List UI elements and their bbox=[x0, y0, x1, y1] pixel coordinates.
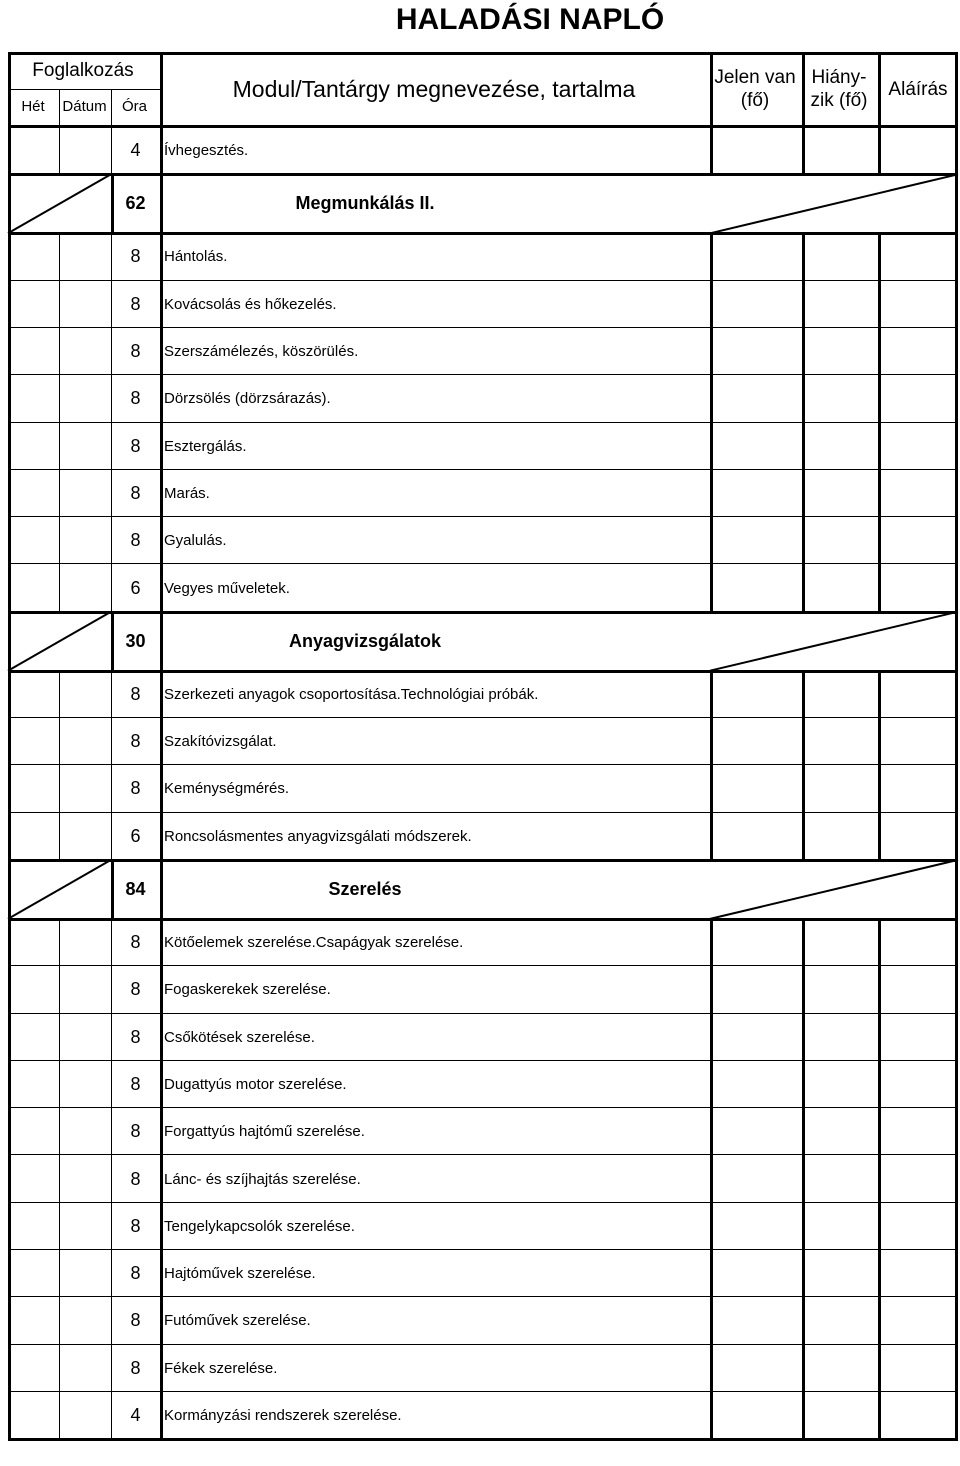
lesson-hours: 4 bbox=[130, 140, 141, 161]
lesson-topic: Marás. bbox=[164, 484, 210, 502]
diagonal-line-right bbox=[710, 174, 958, 233]
progress-log-table bbox=[8, 52, 958, 1462]
lesson-topic: Tengelykapcsolók szerelése. bbox=[164, 1217, 355, 1235]
lesson-hours: 8 bbox=[130, 683, 141, 704]
header-modul: Modul/Tantárgy megnevezése, tartalma bbox=[232, 76, 636, 103]
header-het: Hét bbox=[21, 98, 45, 115]
lesson-topic: Vegyes műveletek. bbox=[164, 579, 290, 597]
lesson-hours: 8 bbox=[130, 778, 141, 799]
lesson-hours: 8 bbox=[130, 293, 141, 314]
lesson-hours: 8 bbox=[130, 341, 141, 362]
page-title: HALADÁSI NAPLÓ bbox=[395, 3, 665, 36]
lesson-topic: Csőkötések szerelése. bbox=[164, 1028, 315, 1046]
module-hours: 62 bbox=[125, 193, 146, 214]
lesson-topic: Hajtóművek szerelése. bbox=[164, 1265, 316, 1283]
module-name: Megmunkálás II. bbox=[295, 193, 435, 214]
lesson-topic: Dörzsölés (dörzsárazás). bbox=[164, 390, 331, 408]
lesson-topic: Hántolás. bbox=[164, 248, 228, 266]
diagonal-line-right bbox=[710, 860, 958, 919]
lesson-hours: 8 bbox=[130, 1357, 141, 1378]
lesson-topic: Keménységmérés. bbox=[164, 780, 290, 798]
lesson-hours: 8 bbox=[130, 1215, 141, 1236]
lesson-hours: 8 bbox=[130, 979, 141, 1000]
lesson-topic: Szakítóvizsgálat. bbox=[164, 733, 277, 751]
lesson-topic: Esztergálás. bbox=[164, 437, 247, 455]
lesson-topic: Fogaskerekek szerelése. bbox=[164, 981, 331, 999]
lesson-hours: 6 bbox=[130, 577, 141, 598]
diagonal-line-left bbox=[8, 860, 111, 919]
lesson-hours: 8 bbox=[130, 1310, 141, 1331]
header-ora: Óra bbox=[121, 98, 147, 115]
header-alairas: Aláírás bbox=[888, 78, 948, 100]
diagonal-line-left bbox=[8, 174, 111, 233]
lesson-hours: 8 bbox=[130, 482, 141, 503]
lesson-hours: 8 bbox=[130, 435, 141, 456]
lesson-hours: 8 bbox=[130, 1168, 141, 1189]
module-name: Anyagvizsgálatok bbox=[288, 630, 442, 651]
lesson-hours: 8 bbox=[130, 246, 141, 267]
header-jelen-van-line2: (fő) bbox=[740, 90, 770, 111]
lesson-topic: Szerszámélezés, köszörülés. bbox=[164, 343, 359, 361]
lesson-hours: 8 bbox=[130, 388, 141, 409]
module-name: Szerelés bbox=[328, 878, 402, 899]
lesson-hours: 8 bbox=[130, 530, 141, 551]
lesson-topic: Kormányzási rendszerek szerelése. bbox=[164, 1407, 402, 1425]
header-datum: Dátum bbox=[62, 98, 107, 115]
module-hours: 30 bbox=[125, 630, 146, 651]
lesson-topic: Fékek szerelése. bbox=[164, 1359, 278, 1377]
header-hianyzik-line2: zik (fő) bbox=[810, 90, 868, 111]
lesson-topic: Futóművek szerelése. bbox=[164, 1312, 311, 1330]
diagonal-line-left bbox=[8, 612, 111, 671]
lesson-hours: 8 bbox=[130, 731, 141, 752]
lesson-hours: 4 bbox=[130, 1405, 141, 1426]
header-hianyzik-line1: Hiány- bbox=[811, 67, 867, 89]
header-jelen-van-line1: Jelen van bbox=[714, 67, 796, 89]
lesson-hours: 8 bbox=[130, 1121, 141, 1142]
lesson-hours: 8 bbox=[130, 932, 141, 953]
header-foglalkozas: Foglalkozás bbox=[32, 59, 134, 81]
lesson-topic: Gyalulás. bbox=[164, 532, 227, 550]
diagonal-strike-lines bbox=[8, 52, 958, 1462]
lesson-hours: 8 bbox=[130, 1026, 141, 1047]
lesson-topic: Szerkezeti anyagok csoportosítása.Technológiai próbák. bbox=[164, 685, 539, 703]
lesson-hours: 8 bbox=[130, 1263, 141, 1284]
lesson-topic: Dugattyús motor szerelése. bbox=[164, 1075, 347, 1093]
lesson-topic: Lánc- és szíjhajtás szerelése. bbox=[164, 1170, 361, 1188]
lesson-topic: Forgattyús hajtómű szerelése. bbox=[164, 1123, 365, 1141]
lesson-hours: 8 bbox=[130, 1073, 141, 1094]
lesson-topic: Ívhegesztés. bbox=[164, 142, 249, 160]
module-hours: 84 bbox=[125, 878, 146, 899]
lesson-hours: 6 bbox=[130, 825, 141, 846]
lesson-topic: Kötőelemek szerelése.Csapágyak szerelése. bbox=[164, 934, 464, 952]
lesson-topic: Roncsolásmentes anyagvizsgálati módszerek. bbox=[164, 827, 472, 845]
lesson-topic: Kovácsolás és hőkezelés. bbox=[164, 295, 337, 313]
diagonal-line-right bbox=[710, 612, 958, 671]
